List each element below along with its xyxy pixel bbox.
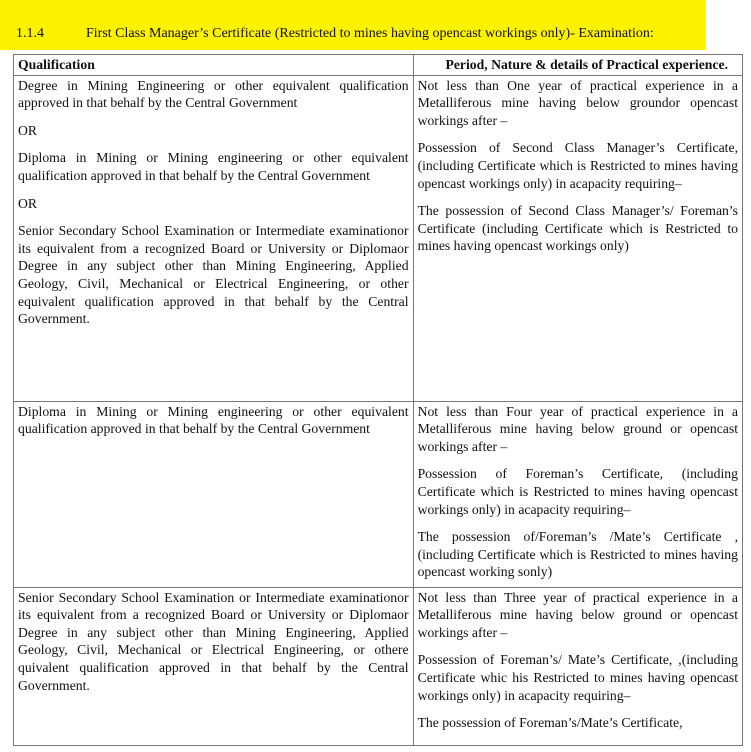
paragraph: Not less than One year of practical experience in a Metalliferous mine having below groundor opencast workings after – — [417, 77, 738, 128]
paragraph: Diploma in Mining or Mining engineering or other equivalent qualification approved in that behalf by the Central Government — [18, 403, 409, 437]
or-label: OR — [18, 195, 38, 211]
paragraph: Possession of Second Class Manager’s Certificate, (including Certificate which is Restricted to mines having opencast workings only) in acapacity requiring– — [417, 140, 738, 191]
section-highlight — [0, 0, 706, 50]
paragraph: Senior Secondary School Examination or Intermediate examinationor its equivalent from a recognized Board or University or Diplomaor Degree in any subject other than Mining Engineering, Applied Geology, Civil, Mechanical or Electrical Engineering, or other equivalent qualification approved in that behalf by the Central Government. — [18, 223, 409, 327]
section-number: 1.1.4 — [16, 26, 44, 41]
paragraph: Not less than Four year of practical experience in a Metalliferous mine having below ground or opencast workings after – — [417, 403, 738, 454]
header-experience: Period, Nature & details of Practical experience. — [413, 55, 742, 76]
or-label: OR — [18, 122, 38, 138]
table-row — [14, 587, 743, 745]
table-header-row — [14, 55, 743, 76]
paragraph: The possession of Foreman’s/Mate’s Certificate, — [417, 715, 683, 731]
experience-cell — [413, 587, 742, 745]
paragraph: Possession of Foreman’s Certificate, (including Certificate which is Restricted to mines having opencast workings only) in acapacity requiring– — [417, 466, 738, 517]
table-row — [14, 401, 743, 587]
qualification-cell — [14, 75, 414, 401]
table-row — [14, 75, 743, 401]
qualification-table — [13, 54, 743, 746]
section-title: First Class Manager’s Certificate (Restricted to mines having opencast workings only)- Examination: — [86, 26, 654, 41]
qualification-cell — [14, 401, 414, 587]
paragraph: Not less than Three year of practical experience in a Metalliferous mine having below ground or opencast workings after – — [417, 589, 738, 640]
experience-cell — [413, 75, 742, 401]
paragraph: Possession of Foreman’s/ Mate’s Certificate, ,(including Certificate whic his Restricted to mines having opencast workings only) in acapacity requiring– — [417, 652, 738, 703]
paragraph: Senior Secondary School Examination or Intermediate examinationor its equivalent from a recognized Board or University or Diplomaor Degree in any subject other than Mining Engineering, Applied Geology, Civil, Mechanical or Electrical Engineering, or othere quivalent qualification approved in that behalf by the Central Government. — [18, 589, 409, 693]
paragraph: Diploma in Mining or Mining engineering or other equivalent qualification approved in that behalf by the Central Government — [18, 150, 409, 183]
paragraph: The possession of/Foreman’s /Mate’s Certificate ,(including Certificate which is Restricted to mines having opencast working sonly) — [417, 529, 738, 580]
header-qualification: Qualification — [14, 55, 414, 76]
qualification-cell — [14, 587, 414, 745]
experience-cell — [413, 401, 742, 587]
paragraph: The possession of Second Class Manager’s/ Foreman’s Certificate (including Certificate which is Restricted to mines having opencast workings only) — [417, 203, 738, 254]
paragraph: Degree in Mining Engineering or other equivalent qualification approved in that behalf by the Central Government — [18, 77, 409, 111]
